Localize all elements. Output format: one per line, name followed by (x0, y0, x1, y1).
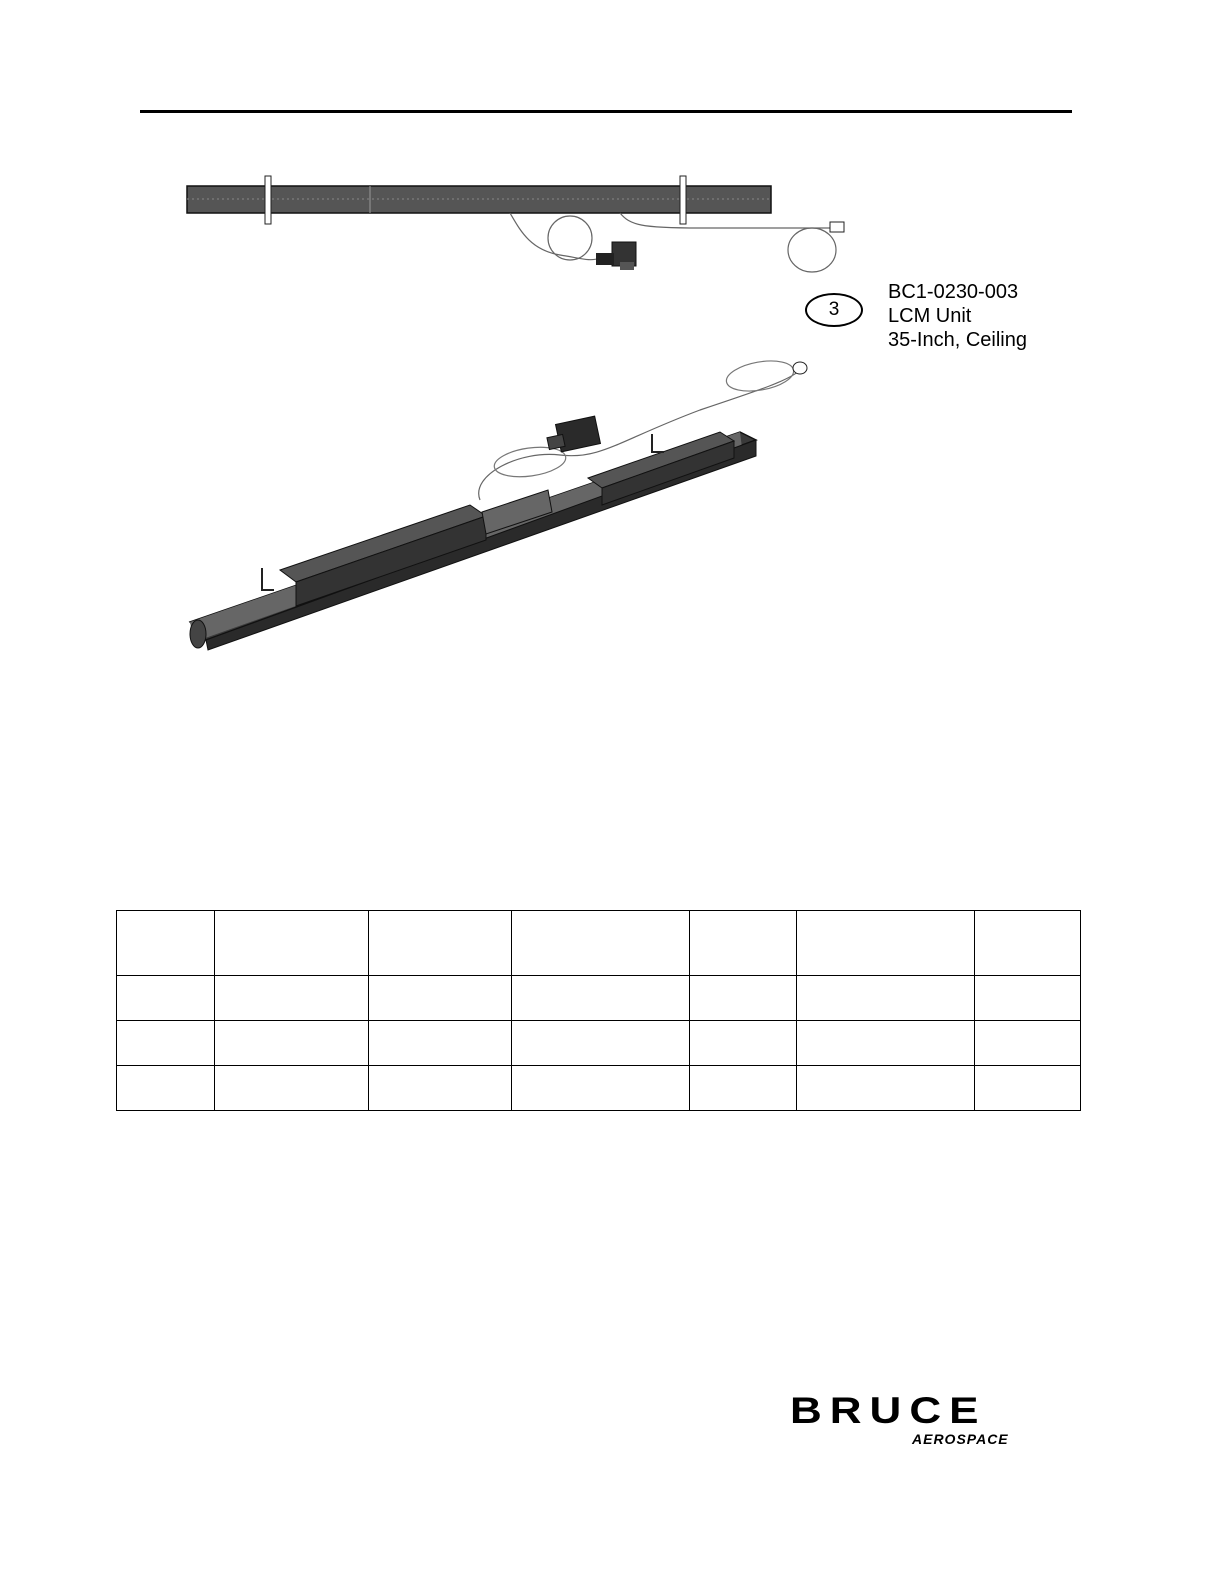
table-cell (215, 911, 369, 976)
table-cell (975, 1021, 1081, 1066)
bruce-aerospace-logo (790, 1389, 1070, 1450)
table-cell (512, 1066, 690, 1111)
table-cell (369, 976, 512, 1021)
table-cell (797, 911, 975, 976)
table-row (117, 1021, 1081, 1066)
table-cell (117, 1021, 215, 1066)
logo-tagline: AEROSPACE (912, 1431, 1009, 1447)
table-cell (690, 1066, 797, 1111)
table-cell (117, 911, 215, 976)
isometric-light-bar (190, 356, 807, 650)
table-cell (117, 976, 215, 1021)
callout-number: 3 (828, 299, 840, 320)
table-cell (512, 911, 690, 976)
table-cell (797, 1021, 975, 1066)
table-cell (512, 1021, 690, 1066)
parts-table (116, 910, 1081, 1111)
part-number: BC1-0230-003 (888, 281, 1019, 303)
table-cell (975, 911, 1081, 976)
part-description: LCM Unit (888, 305, 972, 327)
table-cell (215, 1021, 369, 1066)
table-cell (690, 976, 797, 1021)
table-cell (975, 976, 1081, 1021)
table-header-row (117, 911, 1081, 976)
table-cell (369, 1021, 512, 1066)
table-row (117, 976, 1081, 1021)
table-cell (117, 1066, 215, 1111)
table-cell (690, 911, 797, 976)
lcm-unit-illustration (0, 0, 1224, 700)
table-cell (369, 911, 512, 976)
table-cell (512, 976, 690, 1021)
table-cell (215, 976, 369, 1021)
table-cell (215, 1066, 369, 1111)
table-cell (797, 1066, 975, 1111)
table-cell (975, 1066, 1081, 1111)
item-callout-balloon (805, 293, 863, 327)
logo-name: BRUCE (790, 1389, 987, 1432)
table-cell (690, 1021, 797, 1066)
item-callout-label (888, 280, 1027, 352)
table-cell (369, 1066, 512, 1111)
table-cell (797, 976, 975, 1021)
top-view-light-bar (187, 176, 844, 272)
table-row (117, 1066, 1081, 1111)
part-detail: 35-Inch, Ceiling (888, 329, 1027, 351)
